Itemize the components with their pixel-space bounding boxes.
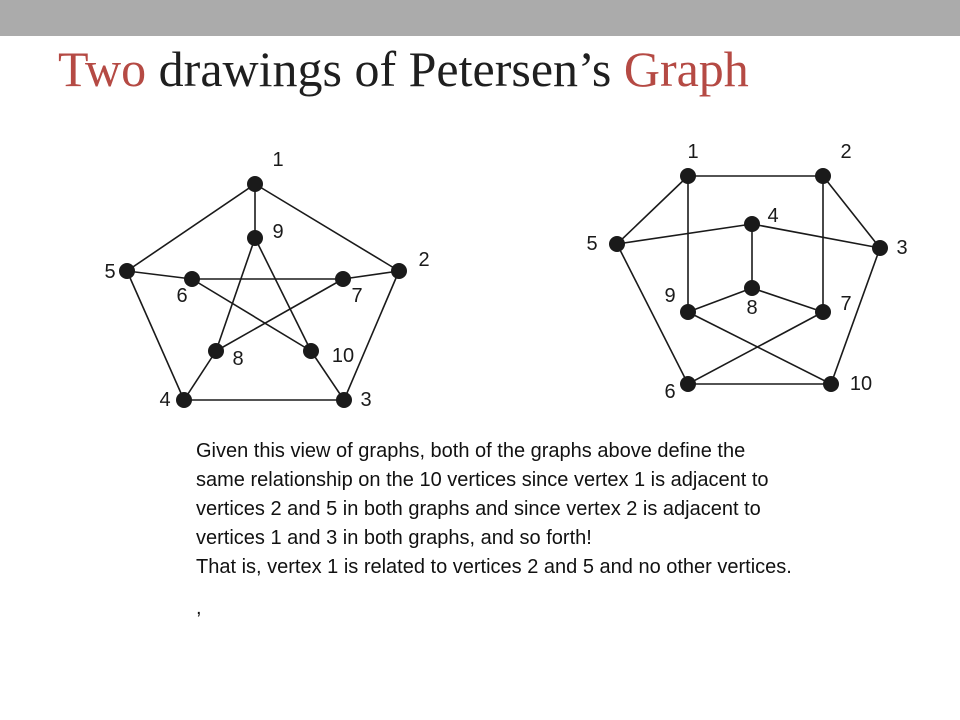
title-word-graph: Graph xyxy=(623,41,749,97)
edge-2-3 xyxy=(823,176,880,248)
edge-4-3 xyxy=(752,224,880,248)
vertex-label-8: 8 xyxy=(746,297,758,319)
vertex-10 xyxy=(823,376,839,392)
vertex-label-9: 9 xyxy=(664,285,676,307)
vertex-1 xyxy=(680,168,696,184)
vertex-label-6: 6 xyxy=(176,285,188,307)
title-word-two: Two xyxy=(58,41,147,97)
vertex-label-5: 5 xyxy=(104,261,116,283)
vertex-label-4: 4 xyxy=(767,205,779,227)
vertex-label-7: 7 xyxy=(840,293,852,315)
vertex-label-1: 1 xyxy=(272,149,284,171)
vertex-label-2: 2 xyxy=(840,141,852,163)
vertex-label-10: 10 xyxy=(849,373,873,395)
edge-8-9 xyxy=(688,288,752,312)
vertex-label-5: 5 xyxy=(586,233,598,255)
edge-8-7 xyxy=(752,288,823,312)
vertex-label-10: 10 xyxy=(331,345,355,367)
vertex-label-2: 2 xyxy=(418,249,430,271)
vertex-label-7: 7 xyxy=(351,285,363,307)
vertex-label-3: 3 xyxy=(896,237,908,259)
vertex-label-8: 8 xyxy=(232,348,244,370)
vertex-label-1: 1 xyxy=(687,141,699,163)
edge-3-10 xyxy=(831,248,880,384)
body-paragraph-1: Given this view of graphs, both of the graphs above define the same relationship on the 10 vertices since vertex 1 is adjacent to vertices 2 and 5 in both graphs and since vertex 2 is adjacent to vertices 1 and 3 in both graphs, and so forth! xyxy=(196,440,769,549)
vertex-label-6: 6 xyxy=(664,381,676,403)
vertex-7 xyxy=(815,304,831,320)
vertex-5 xyxy=(609,236,625,252)
vertex-4 xyxy=(744,216,760,232)
title-middle: drawings of Petersen’s xyxy=(146,41,624,97)
vertex-6 xyxy=(680,376,696,392)
edge-6-5 xyxy=(617,244,688,384)
vertex-label-9: 9 xyxy=(272,221,284,243)
edge-5-1 xyxy=(617,176,688,244)
edge-5-4 xyxy=(617,224,752,244)
vertex-label-4: 4 xyxy=(159,389,171,411)
slide-body xyxy=(196,437,796,623)
vertex-3 xyxy=(872,240,888,256)
body-paragraph-2: That is, vertex 1 is related to vertices 2 and 5 and no other vertices. xyxy=(196,556,792,578)
body-paragraph-3: , xyxy=(196,597,202,619)
vertex-label-3: 3 xyxy=(360,389,372,411)
vertex-9 xyxy=(680,304,696,320)
vertex-8 xyxy=(744,280,760,296)
vertex-2 xyxy=(815,168,831,184)
